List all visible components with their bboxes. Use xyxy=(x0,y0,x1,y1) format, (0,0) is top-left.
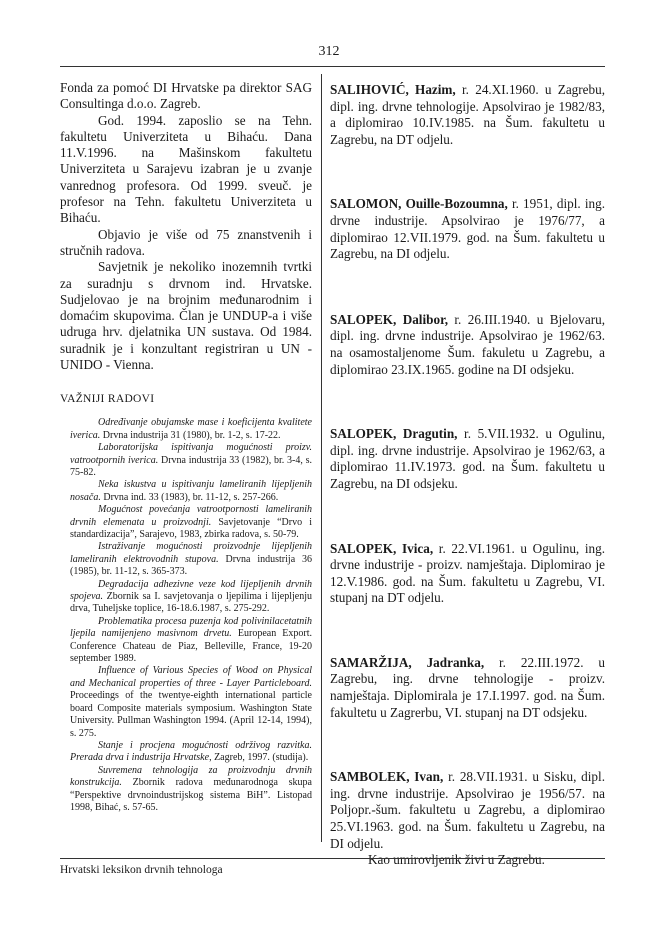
reference-item xyxy=(60,665,312,739)
reference-item xyxy=(60,541,312,578)
reference-item xyxy=(60,616,312,666)
column-divider xyxy=(321,74,322,842)
entry-name: SALOPEK, Dragutin, xyxy=(330,426,458,442)
left-column xyxy=(60,80,312,814)
reference-item xyxy=(60,579,312,616)
right-column xyxy=(330,80,605,869)
page-footer: Hrvatski leksikon drvnih tehnologa xyxy=(60,864,223,876)
entry-text: r. 22.III.1972. u Zagrebu, ing. drvne tehnologije - proizv. namještaja. Diplomirala je 17.I.1997. god. na Šum. fakultetu u Zagrerbu, VI. stupanj na DT odsjeku. xyxy=(330,654,605,720)
bottom-rule xyxy=(60,858,605,859)
entry-name: SALOPEK, Dalibor, xyxy=(330,311,449,327)
reference-title: Stanje i procjena mogućnosti održivog razvitka. Prerada drva i industrija Hrvatske, xyxy=(70,739,312,764)
body-paragraph: God. 1994. zaposlio se na Tehn. fakultetu Univerziteta u Bihaću. Dana 11.V.1996. na Mašinskom fakultetu Univerziteta u Sarajevu izabran je u zvanje vanrednog profesora. Od 1999. sveuč. je profesor na Tehn. fakultetu Univerziteta u Bihaću. xyxy=(60,112,312,226)
reference-title: Laboratorijska ispitivanja mogućnosti proizv. vatrootpornih iverica. xyxy=(70,442,312,466)
reference-details: Drvna industrija 36 (1985), br. 11-12, s. 365-373. xyxy=(70,553,312,578)
reference-item xyxy=(60,765,312,815)
reference-details: Zbornik sa I. savjetovanja o ljepilima i lijepljenju drva, Tuheljske toplice, 16-18.6.1987, s. 275-292. xyxy=(70,591,312,615)
entry-name: SAMARŽIJA, Jadranka, xyxy=(330,654,485,670)
reference-title: Degradacija adhezivne veze kod lijepljenih drvnih spojeva. xyxy=(70,578,312,603)
reference-title: Influence of Various Species of Wood on Physical and Mechanical properties of three - Layer Particleboard. xyxy=(70,665,312,689)
page-number: 312 xyxy=(318,44,340,59)
reference-details: Zbornik radova međunarodnoga skupa “Perspektive drvnoindustrijskog sistema BiH”. Listopad 1998, Bihać, s. 57-65. xyxy=(70,777,312,813)
entry-name: SALIHOVIĆ, Hazim, xyxy=(330,82,456,97)
entry-text: r. 1951, dipl. ing. drvne industrije. Apsolvirao je 1976/77, a diplomirao 12.VII.1979. god. na Šum. fakultetu u Zagrebu, na DI odjelu. xyxy=(330,196,605,262)
reference-details: Drvna ind. 33 (1983), br. 11-12, s. 257-266. xyxy=(100,491,279,503)
reference-details: Proceedings of the twentye-eighth international particle board Composite materials symposium. Washington State University. Pullman Washington 1994. (April 12-14, 1994), s. 275. xyxy=(70,690,312,739)
entry-text: r. 26.III.1940. u Bjelovaru, dipl. ing. drvne industrije. Apsolvirao je 1962/63. na osamostaljenome Šum. fakuletu u Zagrebu, a diplomirao 23.IX.1965. godine na DI odsjeku. xyxy=(330,311,605,377)
lexicon-entry xyxy=(330,655,605,721)
body-paragraph: Objavio je više od 75 znanstvenih i stručnih radova. xyxy=(60,226,312,258)
reference-title: Problematika procesa puzenja kod polivinilacetatnih ljepila namijenjeno masivnom drvetu. xyxy=(70,615,312,640)
reference-title: Suvremena tehnologija za proizvodnju drvnih konstrukcija. xyxy=(70,764,312,789)
top-rule xyxy=(60,66,605,67)
entry-text: r. 28.VII.1931. u Sisku, dipl. ing. drvne industrije. Apsolvirao je 1956/57. na Poljopr.-šum. fakultetu u Zagrebu, a diplomirao 25.VI.1963. god. na Šum. fakultetu u Zagrebu, na DI odjelu. xyxy=(330,769,605,851)
reference-details: Drvna industrija 33 (1982), br. 3-4, s. 75-82. xyxy=(70,454,312,478)
reference-details: Zagreb, 1997. (studija). xyxy=(211,752,309,764)
entry-text: r. 24.XI.1960. u Zagrebu, dipl. ing. drvne tehnologije. Apsolvirao je 1982/83, a diplomirao 10.IV.1985. na Šum. fakultetu u Zagrebu, na DT odjelu. xyxy=(330,82,605,147)
lexicon-entry xyxy=(330,312,605,378)
lexicon-entry xyxy=(330,426,605,492)
reference-details: Savjetovanje “Drvo i standardizacija”, Sarajevo, 1983, zbirka radova, s. 50-79. xyxy=(70,516,312,540)
lexicon-entry xyxy=(330,541,605,607)
body-paragraph: Savjetnik je nekoliko inozemnih tvrtki za suradnju s drvnom ind. Hrvatske. Sudjelovao je na brojnim međunarodnim i domaćim skupovima. Član je UNDUP-a i više udruga hrv. djelatnika UN sustava. Od 1984. suradnik je i konzultant registriran u UN - UNIDO - Vienna. xyxy=(60,259,312,373)
reference-title: Mogućnost povećanja vatrootpornosti lameliranih drvnih elemenata u proizvodnji. xyxy=(70,504,312,528)
reference-title: Određivanje obujamske mase i koeficijenta kvalitete iverica. xyxy=(70,417,312,441)
lexicon-entry xyxy=(330,769,605,852)
entry-name: SALOMON, Ouille-Bozoumna, xyxy=(330,196,508,212)
entry-continuation: Kao umirovljenik živi u Zagrebu. xyxy=(368,852,545,868)
section-heading: VAŽNIJI RADOVI xyxy=(60,393,155,406)
reference-item xyxy=(60,417,312,442)
reference-item xyxy=(60,740,312,765)
entry-name: SALOPEK, Ivica, xyxy=(330,540,434,556)
reference-details: European Export. Conference Chateau de Piaz, Belleville, France, 19-20 september 1989. xyxy=(70,628,312,665)
lexicon-entry xyxy=(330,196,605,262)
reference-title: Istraživanje mogućnosti proizvodnje lijepljenih lameliranih elektrovodnih stupova. xyxy=(70,541,312,565)
entry-text: r. 22.VI.1961. u Ogulinu, ing. drvne industrije - proizv. namještaja. Diplomirao je 12.V.1986. god. na Šum. fakultetu u Zagrebu, VI. stupanj na DT odjelu. xyxy=(330,540,606,606)
reference-item xyxy=(60,504,312,541)
reference-item xyxy=(60,479,312,504)
reference-details: Drvna industrija 31 (1980), br. 1-2, s. 17-22. xyxy=(100,429,281,441)
reference-item xyxy=(60,442,312,479)
reference-title: Neka iskustva u ispitivanju lameliranih lijepljenih nosača. xyxy=(70,479,312,503)
body-paragraph: Fonda za pomoć DI Hrvatske pa direktor SAG Consultinga d.o.o. Zagreb. xyxy=(60,80,312,112)
entry-name: SAMBOLEK, Ivan, xyxy=(330,769,444,785)
entry-text: r. 5.VII.1932. u Ogulinu, dipl. ing. drvne industrije. Apsolvirao je 1962/63, a diplomirao 11.IV.1973. god. na Šum. fakultetu u Zagrebu, na DI odsjeku. xyxy=(330,426,606,491)
lexicon-entry xyxy=(330,82,605,148)
